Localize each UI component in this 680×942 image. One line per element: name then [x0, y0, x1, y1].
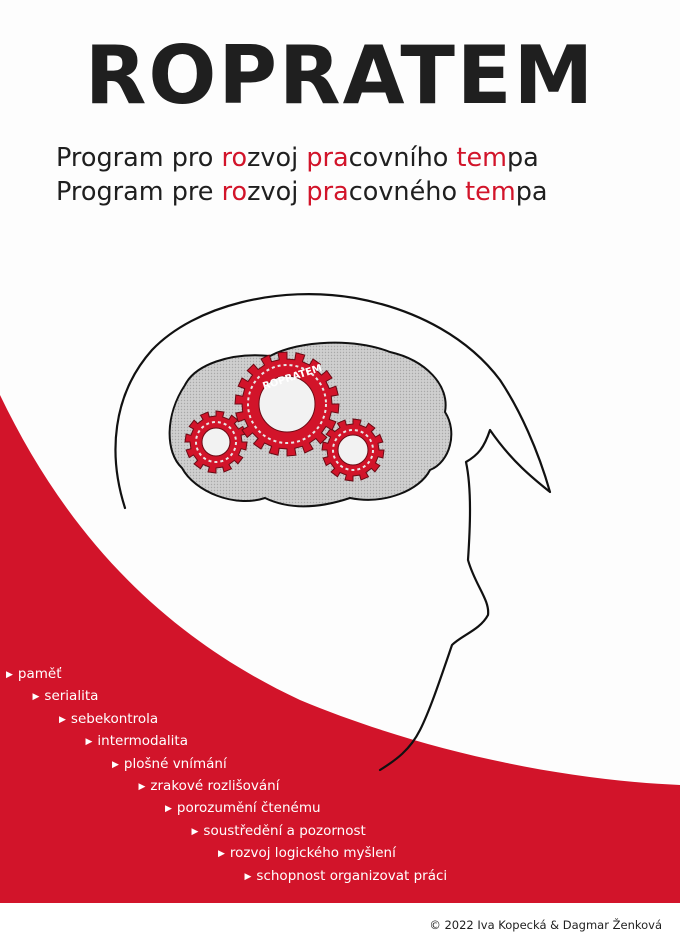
subtitle-slovak-segment: Program pre [56, 177, 222, 207]
skill-label: sebekontrola [70, 710, 159, 727]
subtitle-czech-segment: tem [456, 143, 507, 173]
subtitle-czech-segment: ro [221, 143, 248, 173]
subtitle-slovak [56, 177, 548, 207]
subtitle-slovak-segment: zvoj [247, 177, 307, 207]
subtitle-czech-segment: zvoj [247, 143, 307, 173]
skill-label: soustředění a pozornost [203, 822, 366, 839]
skill-item [86, 735, 188, 749]
skill-item [6, 668, 62, 682]
arrow-bullet-icon: ▶ [165, 804, 172, 815]
skill-label: intermodalita [97, 733, 188, 750]
skill-label: schopnost organizovat práci [256, 867, 448, 884]
arrow-bullet-icon: ▶ [32, 692, 40, 703]
skill-item [139, 780, 280, 794]
subtitle-czech-segment: covního [348, 143, 457, 173]
subtitle-slovak-segment: tem [465, 177, 516, 207]
skill-label: plošné vnímání [123, 755, 227, 772]
skill-item [218, 847, 396, 861]
arrow-bullet-icon: ▶ [59, 714, 66, 725]
skill-item [191, 822, 366, 839]
subtitle-slovak-segment: covného [348, 177, 466, 207]
gear-label: ROPRATEM [261, 362, 324, 393]
arrow-bullet-icon: ▶ [6, 670, 13, 680]
subtitle-slovak-segment: pra [306, 177, 349, 207]
skill-label: serialita [44, 688, 99, 705]
arrow-bullet-icon: ▶ [244, 871, 252, 882]
arrow-bullet-icon: ▶ [138, 782, 146, 792]
subtitle-slovak-segment: ro [221, 177, 248, 207]
arrow-bullet-icon: ▶ [112, 759, 119, 770]
cover-title: ROPRATEM [84, 29, 596, 122]
subtitle-slovak-segment: pa [515, 177, 548, 207]
arrow-bullet-icon: ▶ [85, 737, 93, 748]
skill-item [59, 710, 159, 727]
skill-item [33, 690, 99, 704]
skill-item [112, 755, 227, 772]
arrow-bullet-icon: ▶ [218, 849, 225, 860]
arrow-bullet-icon: ▶ [191, 826, 199, 837]
subtitle-czech-segment: pra [306, 143, 349, 173]
skill-label: paměť [17, 666, 62, 682]
gear-hole [202, 428, 230, 456]
copyright-text: © 2022 Iva Kopecká & Dagmar Ženková [429, 918, 662, 932]
subtitle-czech-segment: pa [506, 143, 539, 173]
skill-item [244, 867, 448, 884]
skill-label: porozumění čtenému [176, 800, 321, 817]
subtitle-czech-segment: Program pro [56, 143, 222, 173]
skill-item [165, 802, 321, 816]
gear-hole [338, 435, 368, 465]
subtitle-czech [56, 143, 539, 173]
skill-label: rozvoj logického myšlení [229, 845, 396, 862]
skill-label: zrakové rozlišování [150, 778, 280, 794]
